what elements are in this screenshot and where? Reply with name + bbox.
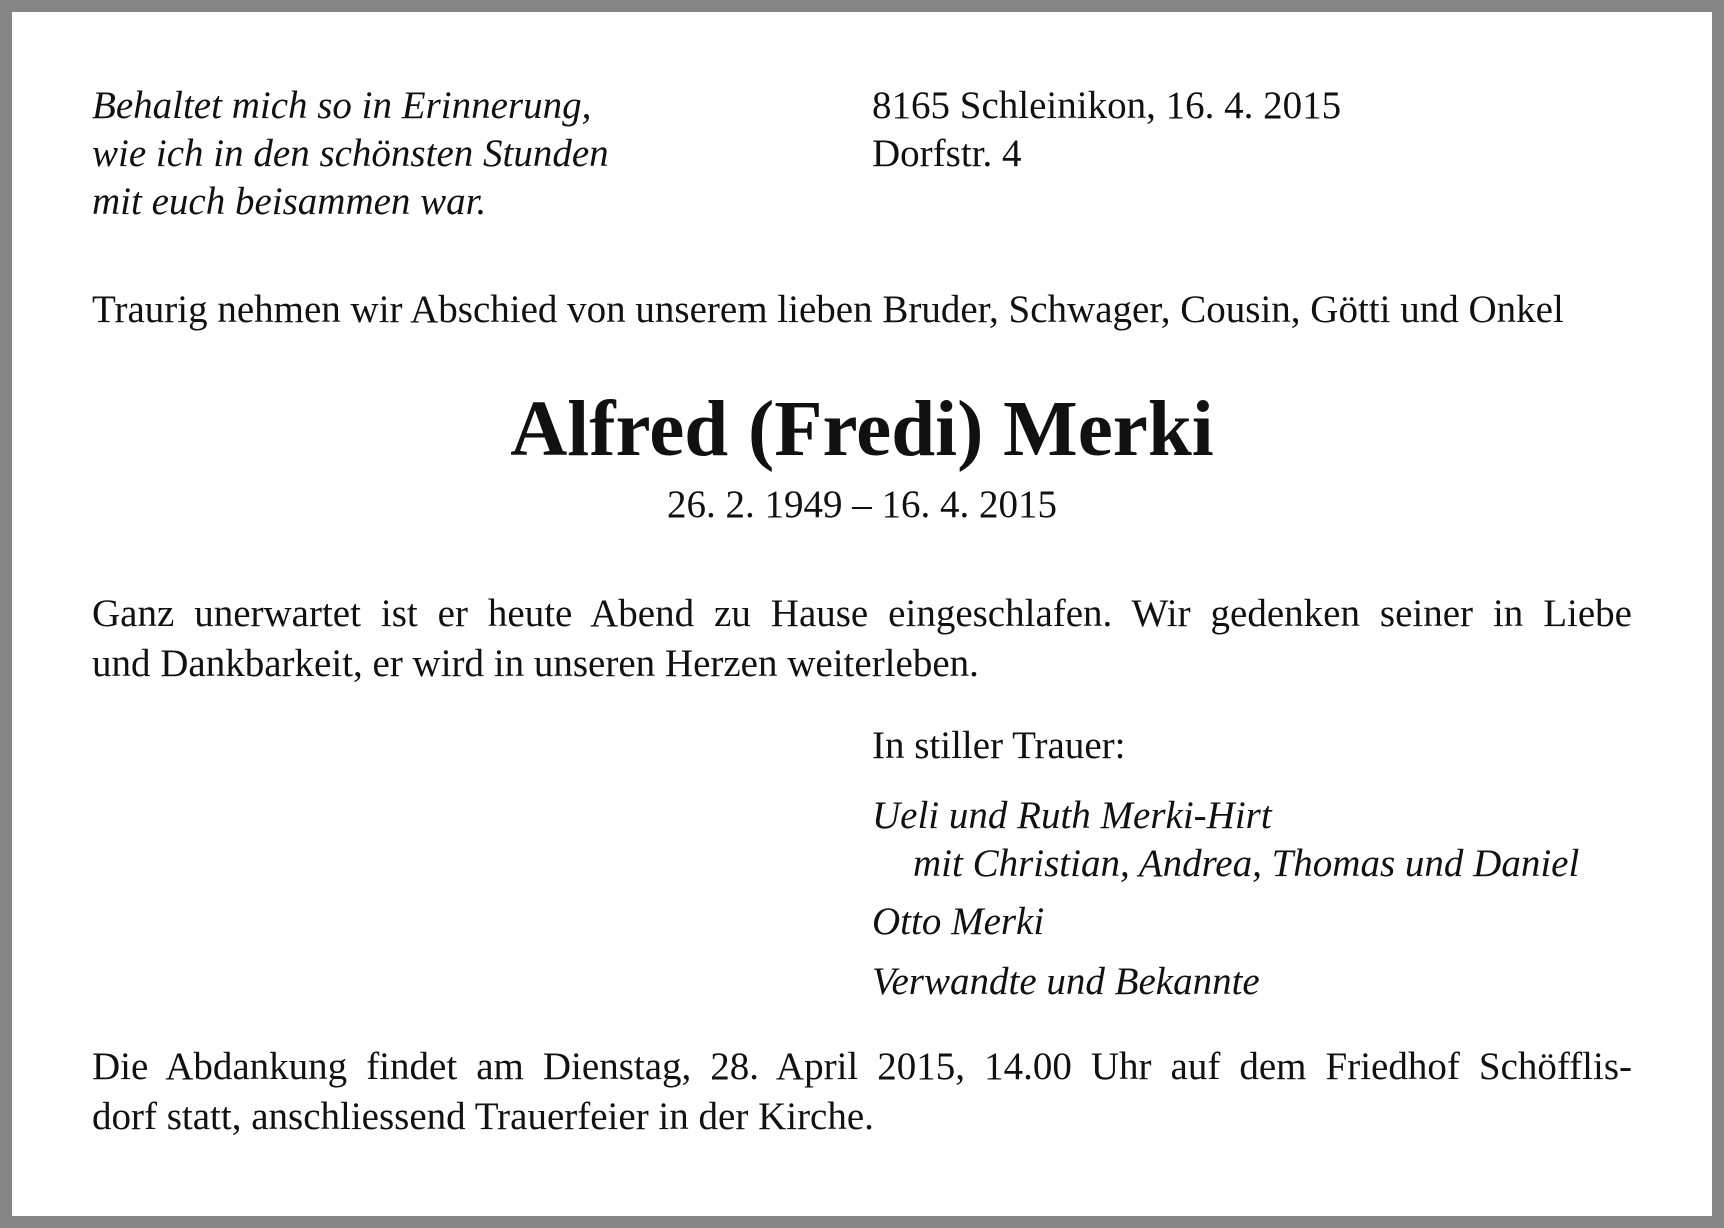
mourner-entry: Ueli und Ruth Merki-Hirt (872, 794, 1272, 837)
funeral-paragraph (92, 1042, 1632, 1142)
message-paragraph (92, 589, 1632, 689)
street-address: Dorfstr. 4 (872, 132, 1022, 175)
address-block (872, 82, 1341, 178)
frame-border-right (1712, 0, 1724, 1228)
mourner-entry-children: mit Christian, Andrea, Thomas und Daniel (913, 842, 1580, 885)
intro-text: Traurig nehmen wir Abschied von unserem lieben Bruder, Schwager, Cousin, Götti und Onkel (92, 288, 1564, 331)
funeral-line: Die Abdankung findet am Dienstag, 28. April 2015, 14.00 Uhr auf dem Friedhof Schöfflis- (92, 1045, 1632, 1088)
frame-border-left (0, 0, 12, 1228)
mourner-entry: Otto Merki (872, 900, 1045, 943)
frame-border-top (0, 0, 1724, 12)
place-date: 8165 Schleinikon, 16. 4. 2015 (872, 84, 1342, 127)
frame-border-bottom (0, 1216, 1724, 1228)
motto-line: Behaltet mich so in Erinnerung, (92, 84, 592, 127)
mourner-entry: Verwandte und Bekannte (872, 960, 1260, 1003)
motto-line: mit euch beisammen war. (92, 180, 487, 223)
mourners-heading: In stiller Trauer: (872, 724, 1126, 767)
deceased-name: Alfred (Fredi) Merki (510, 386, 1214, 473)
funeral-line: dorf statt, anschliessend Trauerfeier in der Kirche. (92, 1095, 874, 1138)
message-line: Ganz unerwartet ist er heute Abend zu Hause eingeschlafen. Wir gedenken seiner in Liebe (92, 592, 1632, 635)
motto-quote (92, 82, 609, 226)
message-line: und Dankbarkeit, er wird in unseren Herzen weiterleben. (92, 642, 979, 685)
life-dates: 26. 2. 1949 – 16. 4. 2015 (667, 483, 1057, 526)
motto-line: wie ich in den schönsten Stunden (92, 132, 609, 175)
